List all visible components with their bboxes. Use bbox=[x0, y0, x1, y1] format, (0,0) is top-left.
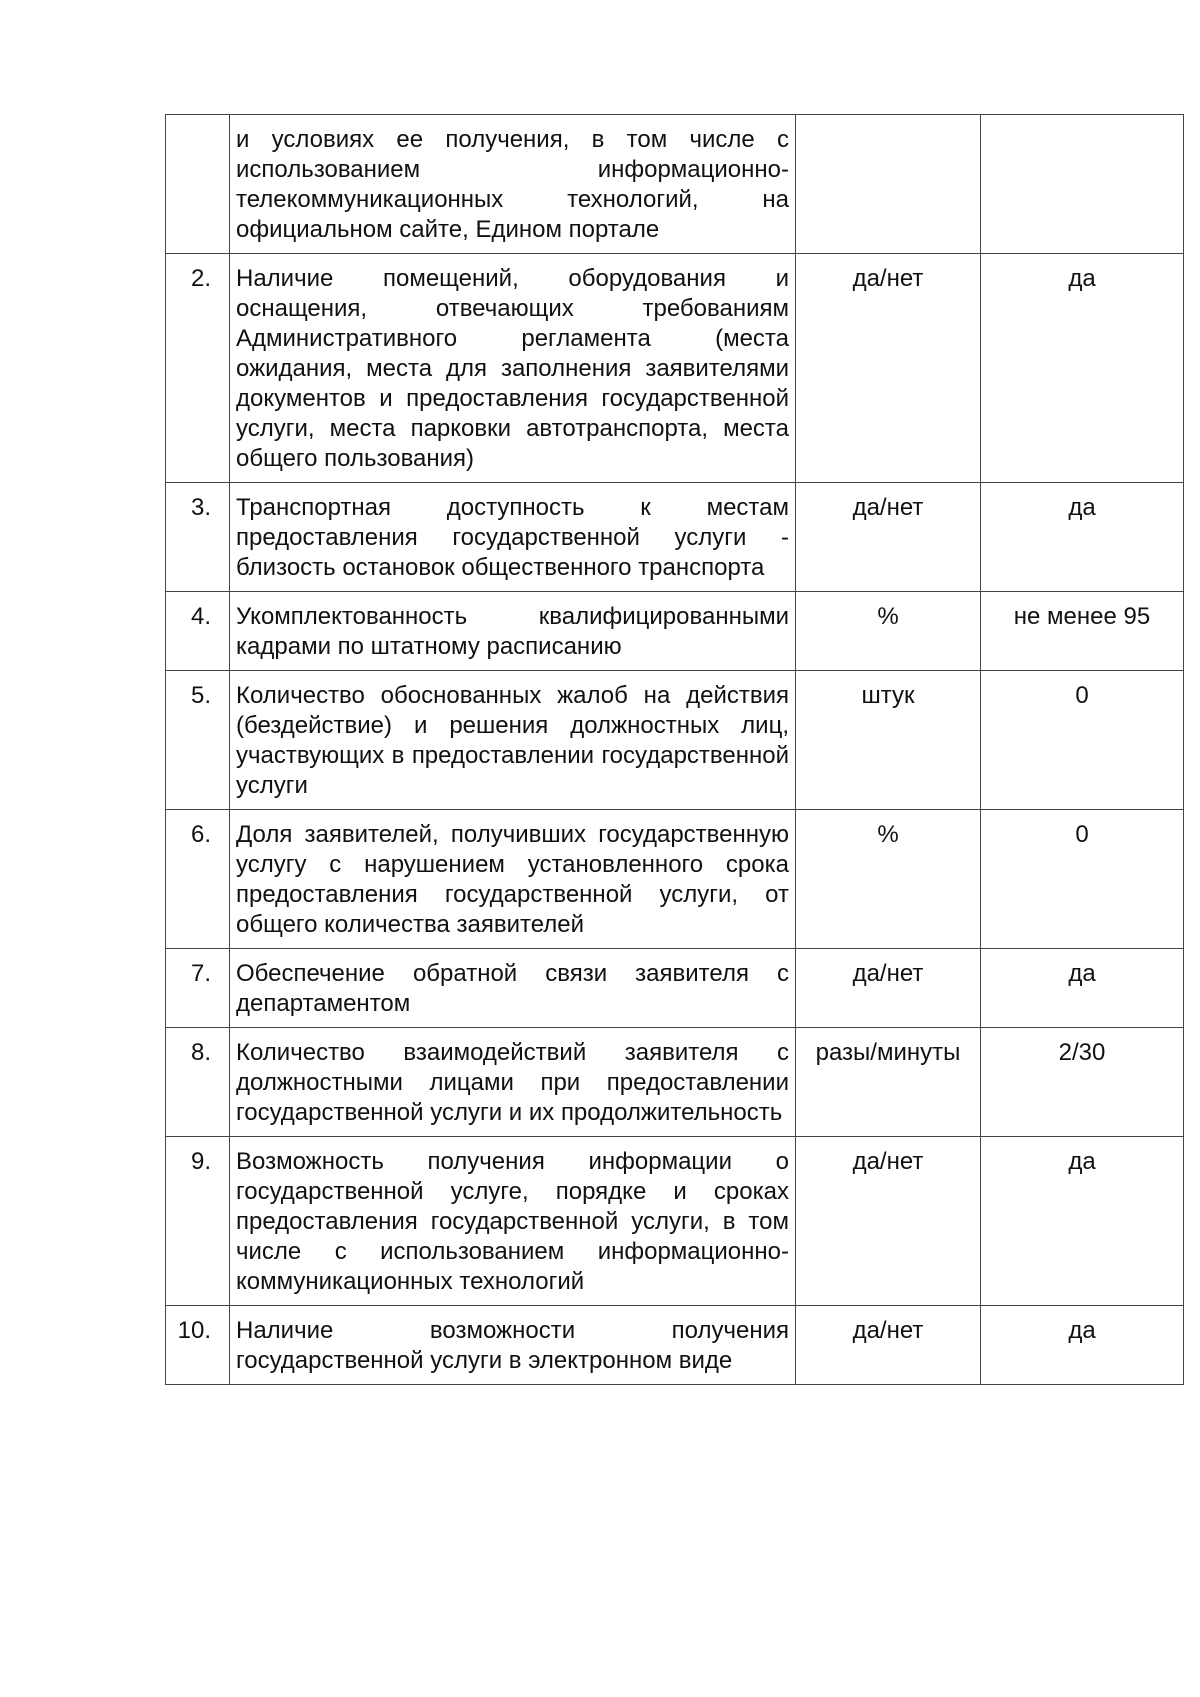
unit-of-measure: да/нет bbox=[796, 1137, 981, 1306]
row-number: 2. bbox=[166, 254, 230, 483]
table-row bbox=[166, 949, 1184, 1028]
indicator-description: Доля заявителей, получивших государственную услугу с нарушением установленного срока предоставления государственной услуги, от общего количества заявителей bbox=[230, 810, 796, 949]
unit-of-measure: да/нет bbox=[796, 949, 981, 1028]
unit-of-measure: штук bbox=[796, 671, 981, 810]
table-row bbox=[166, 483, 1184, 592]
normative-value: 0 bbox=[981, 810, 1184, 949]
indicators-table-body bbox=[166, 115, 1184, 1385]
normative-value: не менее 95 bbox=[981, 592, 1184, 671]
indicator-description: Укомплектованность квалифицированными кадрами по штатному расписанию bbox=[230, 592, 796, 671]
normative-value: 2/30 bbox=[981, 1028, 1184, 1137]
normative-value: 0 bbox=[981, 671, 1184, 810]
row-number: 5. bbox=[166, 671, 230, 810]
row-number bbox=[166, 115, 230, 254]
unit-of-measure bbox=[796, 115, 981, 254]
normative-value: да bbox=[981, 949, 1184, 1028]
unit-of-measure: % bbox=[796, 810, 981, 949]
normative-value: да bbox=[981, 483, 1184, 592]
table-row bbox=[166, 1306, 1184, 1385]
row-number: 4. bbox=[166, 592, 230, 671]
table-row bbox=[166, 1137, 1184, 1306]
indicator-description: Обеспечение обратной связи заявителя с департаментом bbox=[230, 949, 796, 1028]
table-row bbox=[166, 592, 1184, 671]
row-number: 8. bbox=[166, 1028, 230, 1137]
indicator-description: Транспортная доступность к местам предоставления государственной услуги - близость остановок общественного транспорта bbox=[230, 483, 796, 592]
row-number: 6. bbox=[166, 810, 230, 949]
unit-of-measure: разы/минуты bbox=[796, 1028, 981, 1137]
table-row bbox=[166, 810, 1184, 949]
table-row bbox=[166, 1028, 1184, 1137]
table-row bbox=[166, 671, 1184, 810]
indicator-description: Количество взаимодействий заявителя с должностными лицами при предоставлении государственной услуги и их продолжительность bbox=[230, 1028, 796, 1137]
indicator-description: Наличие помещений, оборудования и оснащения, отвечающих требованиям Административного регламента (места ожидания, места для заполнения заявителями документов и предоставления государственной услуги, места парковки автотранспорта, места общего пользования) bbox=[230, 254, 796, 483]
normative-value: да bbox=[981, 1137, 1184, 1306]
row-number: 7. bbox=[166, 949, 230, 1028]
indicators-table bbox=[165, 114, 1184, 1385]
indicator-description: Возможность получения информации о государственной услуге, порядке и сроках предоставления государственной услуги, в том числе с использованием информационно-коммуникационных технологий bbox=[230, 1137, 796, 1306]
normative-value: да bbox=[981, 254, 1184, 483]
table-row bbox=[166, 115, 1184, 254]
indicator-description: Количество обоснованных жалоб на действия (бездействие) и решения должностных лиц, участвующих в предоставлении государственной услуги bbox=[230, 671, 796, 810]
normative-value bbox=[981, 115, 1184, 254]
row-number: 3. bbox=[166, 483, 230, 592]
indicator-description: Наличие возможности получения государственной услуги в электронном виде bbox=[230, 1306, 796, 1385]
unit-of-measure: да/нет bbox=[796, 254, 981, 483]
unit-of-measure: % bbox=[796, 592, 981, 671]
row-number: 10. bbox=[166, 1306, 230, 1385]
row-number: 9. bbox=[166, 1137, 230, 1306]
table-row bbox=[166, 254, 1184, 483]
unit-of-measure: да/нет bbox=[796, 1306, 981, 1385]
normative-value: да bbox=[981, 1306, 1184, 1385]
indicator-description: и условиях ее получения, в том числе с использованием информационно-телекоммуникационных технологий, на официальном сайте, Едином портале bbox=[230, 115, 796, 254]
unit-of-measure: да/нет bbox=[796, 483, 981, 592]
